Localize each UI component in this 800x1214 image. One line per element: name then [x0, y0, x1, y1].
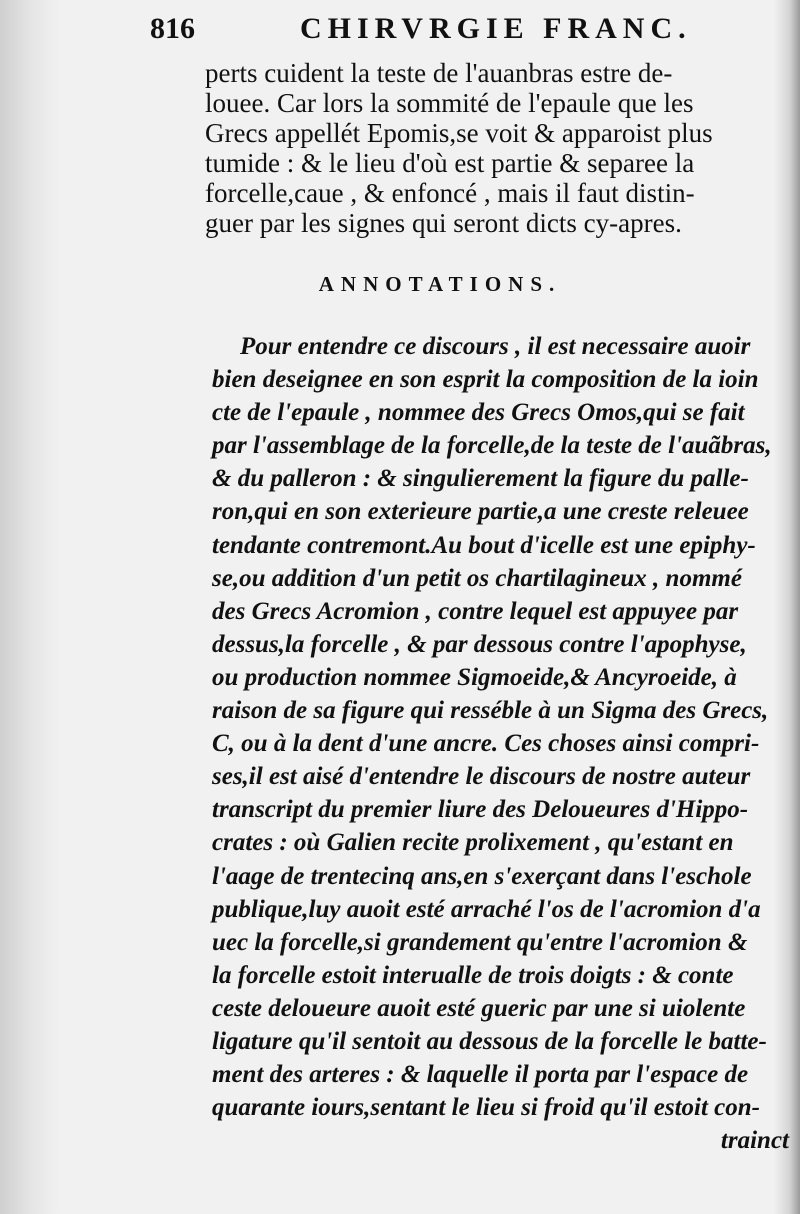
annotation-line: ses,il est aisé d'entendre le discours de nostre auteur — [212, 763, 751, 791]
text-line: Grecs appellét Epomis,se voit & apparoist plus — [205, 118, 713, 148]
page-header — [150, 8, 750, 54]
annotation-line: C, ou à la dent d'une ancre. Ces choses ainsi compri- — [212, 730, 760, 758]
annotation-line: ron,qui en son exterieure partie,a une creste releuee — [212, 498, 749, 526]
annotation-line: par l'assemblage de la forcelle,de la teste de l'auãbras, — [212, 432, 772, 460]
annotation-line: & du palleron : & singulierement la figure du palle- — [212, 465, 749, 493]
page-number: 816 — [150, 12, 195, 45]
annotation-line: dessus,la forcelle , & par dessous contre l'apophyse, — [212, 630, 747, 658]
annotation-line: uec la forcelle,si grandement qu'entre l'acromion & — [212, 928, 748, 956]
annotation-line: publique,luy auoit esté arraché l'os de l'acromion d'a — [212, 895, 761, 923]
annotation-line: Pour entendre ce discours , il est necessaire auoir — [240, 333, 751, 360]
annotation-line: cte de l'epaule , nommee des Grecs Omos,qui se fait — [212, 399, 745, 427]
text-line: louee. Car lors la sommité de l'epaule que les — [205, 88, 694, 118]
annotations-text-block — [212, 330, 797, 1157]
text-line: forcelle,caue , & enfoncé , mais il faut distin- — [205, 178, 695, 208]
annotation-line: l'aage de trentecinq ans,en s'exerçant dans l'eschole — [212, 862, 752, 890]
running-head: CHIRVRGIE FRANC. — [300, 12, 692, 45]
text-line: tumide : & le lieu d'où est partie & separee la — [205, 148, 695, 178]
text-line: perts cuident la teste de l'auanbras estre de- — [205, 58, 673, 88]
main-text-block — [205, 58, 780, 238]
annotation-line: tendante contremont.Au bout d'icelle est une epiphy- — [212, 531, 756, 559]
annotation-line: raison de sa figure qui resséble à un Sigma des Grecs, — [212, 697, 769, 725]
binding-gutter-shadow — [0, 0, 60, 1214]
annotation-line: ceste deloueure auoit esté gueric par une si uiolente — [212, 994, 746, 1022]
annotation-line: crates : où Galien recite prolixement , qu'estant en — [212, 829, 734, 857]
annotation-line: bien deseignee en son esprit la composition de la ioin — [212, 366, 759, 394]
show-through-ink — [60, 250, 180, 710]
annotation-line: la forcelle estoit interualle de trois doigts : & conte — [212, 961, 734, 989]
annotation-line: ligature qu'il sentoit au dessous de la forcelle le batte- — [212, 1027, 767, 1055]
annotation-line: des Grecs Acromion , contre lequel est appuyee par — [212, 597, 739, 625]
annotation-line: ment des arteres : & laquelle il porta par l'espace de — [212, 1061, 749, 1089]
text-line: guer par les signes qui seront dicts cy-apres. — [205, 208, 682, 238]
annotation-line: se,ou addition d'un petit os chartilagineux , nommé — [212, 564, 742, 592]
annotation-line: ou production nommee Sigmoeide,& Ancyroeide, à — [212, 663, 737, 691]
annotation-line: quarante iours,sentant le lieu si froid qu'il estoit con- — [212, 1094, 760, 1122]
annotation-line: trainct — [720, 1127, 789, 1155]
annotation-line: transcript du premier liure des Deloueures d'Hippo- — [212, 796, 749, 824]
annotations-heading: ANNOTATIONS. — [318, 272, 562, 296]
